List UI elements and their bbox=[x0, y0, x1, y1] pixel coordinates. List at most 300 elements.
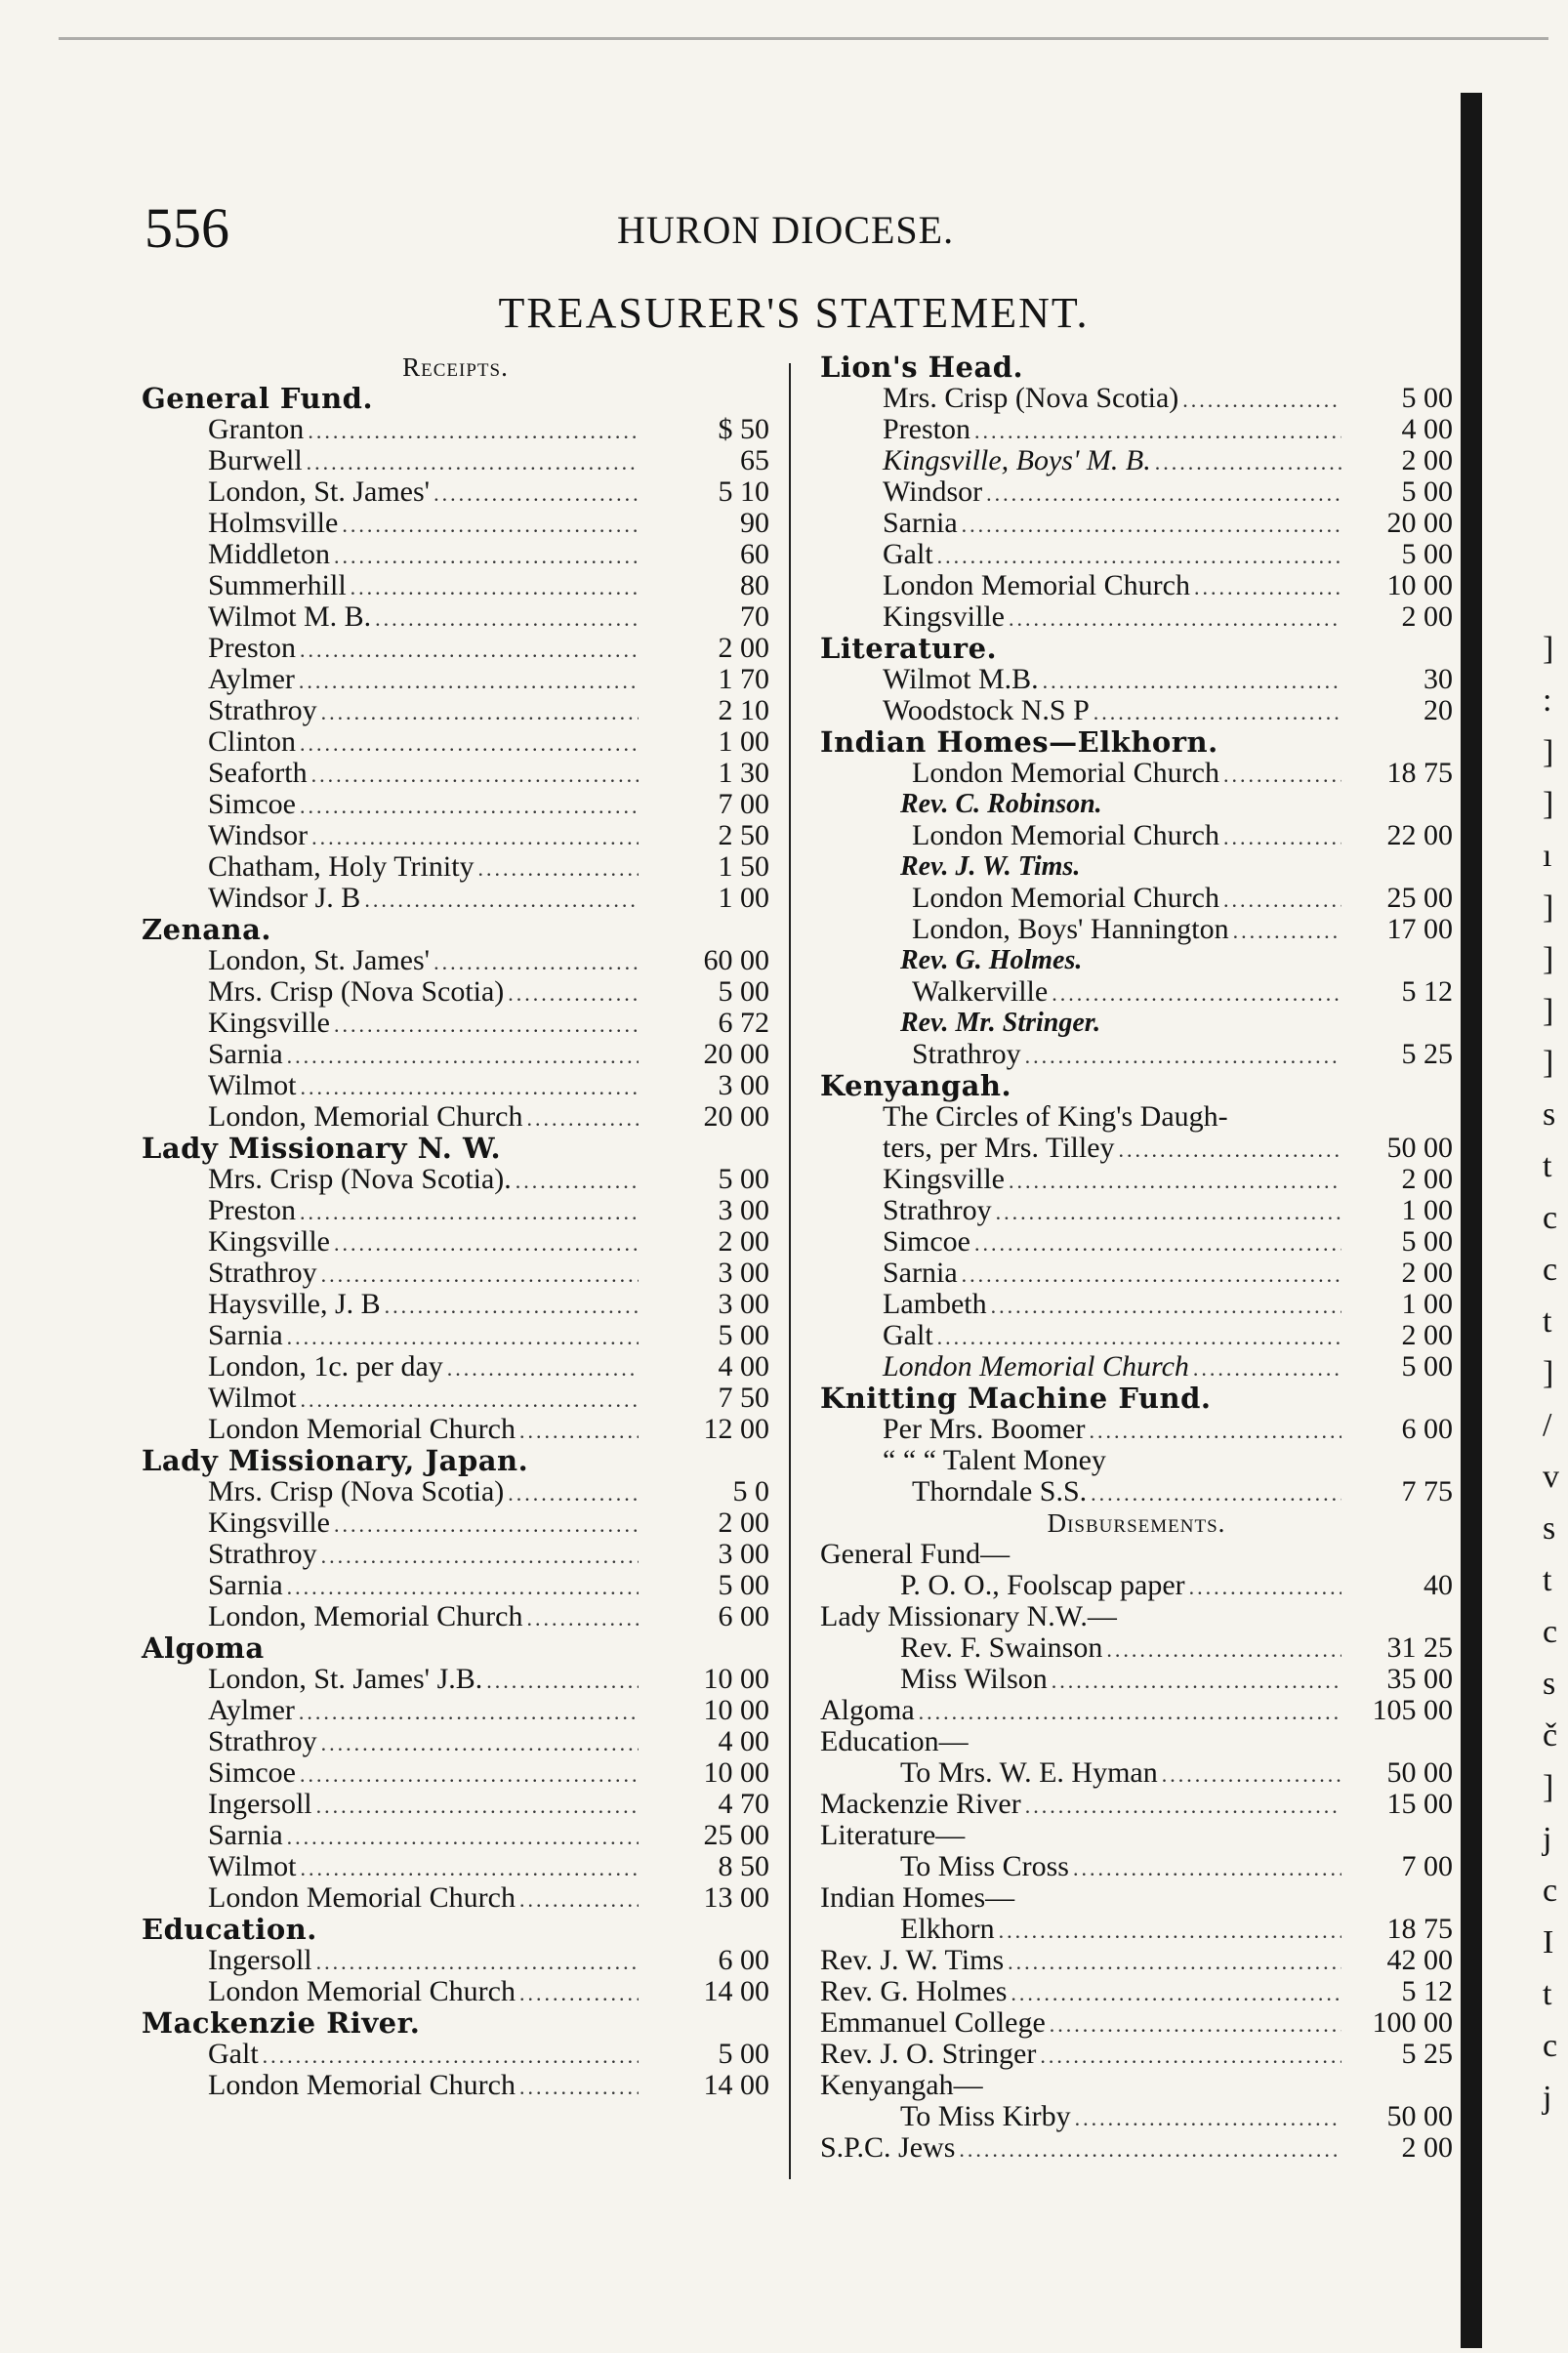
ledger-entry bbox=[820, 664, 1453, 695]
ledger-entry bbox=[820, 758, 1453, 789]
ledger-entry bbox=[142, 1601, 769, 1632]
running-title: HURON DIOCESE. bbox=[617, 208, 955, 252]
dot-leader bbox=[300, 1853, 639, 1884]
ledger-entry bbox=[820, 570, 1453, 601]
entry-amount: 14 00 bbox=[703, 1975, 769, 2007]
statement-line: Kenyangah— bbox=[820, 2069, 983, 2101]
ledger-entry bbox=[820, 1914, 1453, 1945]
edge-char: č bbox=[1543, 1717, 1558, 1754]
dot-leader bbox=[1223, 822, 1341, 853]
entry-amount: 5 00 bbox=[718, 1163, 769, 1195]
entry-name: Mrs. Crisp (Nova Scotia). bbox=[208, 1163, 512, 1195]
dot-leader bbox=[263, 2041, 639, 2072]
ledger-entry bbox=[142, 758, 769, 789]
entry-name: Wilmot bbox=[208, 1069, 297, 1101]
entry-name: Kingsville bbox=[883, 1163, 1005, 1195]
edge-char: s bbox=[1543, 1510, 1556, 1547]
entry-amount: 6 00 bbox=[718, 1944, 769, 1976]
entry-name: Mrs. Crisp (Nova Scotia) bbox=[208, 975, 505, 1008]
dot-leader bbox=[526, 1603, 639, 1634]
dot-leader bbox=[375, 603, 639, 635]
entry-name: Seaforth bbox=[208, 757, 308, 789]
ledger-entry bbox=[820, 1695, 1453, 1726]
entry-name: London Memorial Church bbox=[208, 1881, 516, 1914]
entry-name: Ingersoll bbox=[208, 1788, 312, 1820]
entry-name: London, Boys' Hannington bbox=[912, 913, 1229, 945]
entry-amount: 6 72 bbox=[718, 1007, 769, 1039]
dot-leader bbox=[321, 1728, 639, 1759]
entry-name: London, 1c. per day bbox=[208, 1350, 443, 1383]
entry-name: Wilmot M.B. bbox=[883, 663, 1039, 695]
entry-name: Granton bbox=[208, 413, 305, 445]
dot-leader bbox=[1052, 1666, 1341, 1697]
ledger-entry bbox=[820, 1945, 1453, 1976]
entry-name: London Memorial Church bbox=[883, 1350, 1189, 1383]
ledger-entry bbox=[820, 414, 1453, 445]
edge-char: : bbox=[1543, 682, 1552, 719]
ledger-entry bbox=[820, 1632, 1453, 1664]
ledger-entry bbox=[820, 1570, 1453, 1601]
entry-amount: 13 00 bbox=[703, 1881, 769, 1914]
entry-name: London Memorial Church bbox=[208, 1975, 516, 2007]
entry-amount: 105 00 bbox=[1372, 1694, 1453, 1726]
entry-amount: 10 00 bbox=[703, 1756, 769, 1789]
ledger-entry bbox=[142, 476, 769, 508]
entry-amount: 1 00 bbox=[718, 725, 769, 758]
ledger-entry bbox=[142, 1320, 769, 1351]
dot-leader bbox=[991, 1291, 1341, 1322]
dot-leader bbox=[433, 478, 639, 510]
entry-amount: 31 25 bbox=[1386, 1631, 1453, 1664]
ledger-entry bbox=[142, 1008, 769, 1039]
ledger-entry bbox=[142, 2070, 769, 2101]
statement-line: Literature— bbox=[820, 1819, 966, 1851]
fund-heading: Zenana. bbox=[142, 913, 271, 946]
ledger-entry bbox=[820, 2101, 1453, 2132]
ledger-entry bbox=[142, 1664, 769, 1695]
edge-char: t bbox=[1543, 1976, 1552, 2012]
dot-leader bbox=[364, 885, 639, 916]
statement-title: TREASURER'S STATEMENT. bbox=[498, 289, 1090, 337]
ledger-entry bbox=[820, 1039, 1453, 1070]
entry-amount: 5 00 bbox=[718, 975, 769, 1008]
dot-leader bbox=[1182, 385, 1341, 416]
entry-amount: 1 00 bbox=[1401, 1288, 1453, 1320]
entry-amount: 2 00 bbox=[1401, 1257, 1453, 1289]
entry-name: S.P.C. Jews bbox=[820, 2131, 956, 2164]
entry-name: To Mrs. W. E. Hyman bbox=[900, 1756, 1158, 1789]
entry-name: Mrs. Crisp (Nova Scotia) bbox=[883, 382, 1179, 414]
ledger-entry bbox=[820, 883, 1453, 914]
statement-line: Education— bbox=[820, 1725, 969, 1757]
entry-amount: 2 50 bbox=[718, 819, 769, 851]
ledger-entry bbox=[142, 820, 769, 851]
ledger-entry bbox=[142, 945, 769, 976]
entry-amount: 42 00 bbox=[1386, 1944, 1453, 1976]
entry-name: Sarnia bbox=[208, 1569, 283, 1601]
dot-leader bbox=[1193, 1353, 1341, 1384]
dot-leader bbox=[974, 416, 1341, 447]
ledger-entry bbox=[142, 1226, 769, 1258]
entry-name: Strathroy bbox=[208, 694, 317, 726]
entry-amount: 17 00 bbox=[1386, 913, 1453, 945]
entry-amount: 30 bbox=[1424, 663, 1453, 695]
dot-leader bbox=[1162, 1759, 1341, 1791]
dot-leader bbox=[300, 1197, 639, 1228]
dot-leader bbox=[1025, 1041, 1341, 1072]
entry-name: Thorndale S.S. bbox=[912, 1475, 1088, 1507]
entry-amount: 18 75 bbox=[1386, 1913, 1453, 1945]
ledger-entry bbox=[142, 1820, 769, 1851]
dot-leader bbox=[1075, 2103, 1341, 2134]
entry-amount: 7 00 bbox=[1401, 1850, 1453, 1882]
ledger-entry bbox=[142, 1195, 769, 1226]
dot-leader bbox=[1189, 1572, 1341, 1603]
entry-amount: 50 00 bbox=[1386, 2100, 1453, 2132]
entry-name: Kingsville bbox=[208, 1007, 330, 1039]
dot-leader bbox=[1194, 572, 1341, 603]
ledger-entry bbox=[142, 1070, 769, 1101]
dot-leader bbox=[508, 1478, 639, 1509]
entry-amount: 20 00 bbox=[703, 1038, 769, 1070]
dot-leader bbox=[986, 478, 1341, 510]
entry-name: London Memorial Church bbox=[912, 882, 1219, 914]
entry-name: Aylmer bbox=[208, 663, 295, 695]
entry-name: Simcoe bbox=[208, 788, 296, 820]
entry-name: Lambeth bbox=[883, 1288, 987, 1320]
entry-amount: 35 00 bbox=[1386, 1663, 1453, 1695]
statement-line: “ “ “ Talent Money bbox=[883, 1444, 1106, 1476]
dot-leader bbox=[999, 1916, 1341, 1947]
dot-leader bbox=[321, 1541, 639, 1572]
entry-amount: 3 00 bbox=[718, 1194, 769, 1226]
ledger-entry bbox=[820, 1164, 1453, 1195]
recipient-name: Rev. C. Robinson. bbox=[900, 789, 1102, 819]
entry-name: London Memorial Church bbox=[208, 1413, 516, 1445]
entry-amount: 2 00 bbox=[718, 632, 769, 664]
dot-leader bbox=[447, 1353, 639, 1384]
column-divider bbox=[789, 363, 791, 2179]
dot-leader bbox=[307, 447, 639, 478]
dot-leader bbox=[1052, 978, 1341, 1010]
entry-amount: 60 00 bbox=[703, 944, 769, 976]
dot-leader bbox=[519, 1978, 639, 2009]
ledger-entry bbox=[820, 1289, 1453, 1320]
entry-name: Holmsville bbox=[208, 507, 339, 539]
dot-leader bbox=[433, 947, 639, 978]
dot-leader bbox=[342, 510, 639, 541]
ledger-entry bbox=[142, 445, 769, 476]
entry-amount: 3 00 bbox=[718, 1538, 769, 1570]
dot-leader bbox=[287, 1822, 639, 1853]
entry-amount: 4 00 bbox=[1401, 413, 1453, 445]
entry-amount: 70 bbox=[740, 600, 769, 633]
entry-name: Chatham, Holy Trinity bbox=[208, 850, 475, 883]
entry-name: Aylmer bbox=[208, 1694, 295, 1726]
dot-leader bbox=[1040, 2041, 1341, 2072]
ledger-entry bbox=[142, 1570, 769, 1601]
ledger-entry bbox=[142, 1351, 769, 1383]
dot-leader bbox=[1073, 1853, 1341, 1884]
entry-amount: 4 70 bbox=[718, 1788, 769, 1820]
dot-leader bbox=[486, 1666, 639, 1697]
fund-heading: Knitting Machine Fund. bbox=[820, 1382, 1212, 1415]
entry-name: Preston bbox=[208, 632, 296, 664]
entry-amount: 5 12 bbox=[1401, 975, 1453, 1008]
ledger-entry bbox=[142, 1757, 769, 1789]
ledger-entry bbox=[820, 2132, 1453, 2164]
ledger-entry bbox=[142, 633, 769, 664]
dot-leader bbox=[334, 541, 639, 572]
entry-amount: 3 00 bbox=[718, 1069, 769, 1101]
ledger-entry bbox=[142, 1976, 769, 2007]
dot-leader bbox=[1089, 1416, 1341, 1447]
ledger-entry bbox=[142, 601, 769, 633]
entry-amount: 5 10 bbox=[718, 475, 769, 508]
edge-char: v bbox=[1543, 1459, 1559, 1495]
entry-amount: 50 00 bbox=[1386, 1132, 1453, 1164]
ledger-entry bbox=[142, 1726, 769, 1757]
edge-char: ] bbox=[1543, 786, 1554, 822]
entry-name: Middleton bbox=[208, 538, 330, 570]
dot-leader bbox=[519, 2072, 639, 2103]
edge-char: c bbox=[1543, 2028, 1558, 2064]
statement-line: Lady Missionary N.W.— bbox=[820, 1600, 1117, 1632]
entry-name: Sarnia bbox=[208, 1819, 283, 1851]
entry-amount: 65 bbox=[740, 444, 769, 476]
dot-leader bbox=[299, 1697, 639, 1728]
dot-leader bbox=[300, 1384, 639, 1416]
edge-char: ] bbox=[1543, 993, 1554, 1029]
entry-name: To Miss Kirby bbox=[900, 2100, 1071, 2132]
entry-amount: 2 10 bbox=[718, 694, 769, 726]
entry-amount: 22 00 bbox=[1386, 819, 1453, 851]
ledger-entry bbox=[820, 695, 1453, 726]
entry-amount: 15 00 bbox=[1386, 1788, 1453, 1820]
entry-name: Sarnia bbox=[208, 1319, 283, 1351]
dot-leader bbox=[1119, 1135, 1341, 1166]
entry-amount: 100 00 bbox=[1372, 2006, 1453, 2039]
ledger-entry bbox=[820, 601, 1453, 633]
entry-name: London, St. James' bbox=[208, 944, 431, 976]
dot-leader bbox=[1106, 1634, 1341, 1666]
entry-amount: 3 00 bbox=[718, 1288, 769, 1320]
section-subheading: Disbursements. bbox=[1047, 1508, 1226, 1538]
entry-amount: 1 50 bbox=[718, 850, 769, 883]
edge-char: ] bbox=[1543, 631, 1554, 667]
edge-char: c bbox=[1543, 1200, 1558, 1236]
entry-name: Strathroy bbox=[883, 1194, 992, 1226]
entry-name: Windsor bbox=[883, 475, 983, 508]
ledger-entry bbox=[142, 1476, 769, 1507]
ledger-entry bbox=[142, 414, 769, 445]
edge-char: ] bbox=[1543, 1045, 1554, 1081]
ledger-entry bbox=[142, 1945, 769, 1976]
dot-leader bbox=[311, 822, 639, 853]
ledger-entry bbox=[142, 2039, 769, 2070]
entry-name: Strathroy bbox=[208, 1257, 317, 1289]
ledger-entry bbox=[142, 883, 769, 914]
entry-name: Galt bbox=[883, 1319, 933, 1351]
entry-amount: 10 00 bbox=[703, 1694, 769, 1726]
ledger-entry bbox=[142, 1164, 769, 1195]
entry-name: Strathroy bbox=[208, 1725, 317, 1757]
dot-leader bbox=[1050, 2009, 1341, 2041]
entry-amount: 1 00 bbox=[718, 882, 769, 914]
entry-name: Rev. J. O. Stringer bbox=[820, 2038, 1037, 2070]
entry-amount: 8 50 bbox=[718, 1850, 769, 1882]
fund-heading: Literature. bbox=[820, 632, 998, 665]
entry-name: London, Memorial Church bbox=[208, 1100, 523, 1133]
entry-amount: 90 bbox=[740, 507, 769, 539]
entry-name: Emmanuel College bbox=[820, 2006, 1046, 2039]
dot-leader bbox=[962, 1259, 1341, 1291]
entry-name: To Miss Cross bbox=[900, 1850, 1069, 1882]
ledger-entry bbox=[820, 445, 1453, 476]
edge-char: t bbox=[1543, 1562, 1552, 1598]
ledger-entry bbox=[142, 976, 769, 1008]
ledger-entry bbox=[820, 820, 1453, 851]
edge-char: ı bbox=[1543, 838, 1552, 874]
page-top-rule bbox=[59, 37, 1548, 40]
entry-name: Galt bbox=[208, 2038, 259, 2070]
entry-amount: 80 bbox=[740, 569, 769, 601]
entry-name: Preston bbox=[208, 1194, 296, 1226]
ledger-entry bbox=[820, 2039, 1453, 2070]
entry-amount: 5 00 bbox=[1401, 1225, 1453, 1258]
ledger-entry bbox=[820, 1258, 1453, 1289]
entry-amount: 5 00 bbox=[1401, 538, 1453, 570]
entry-name: Kingsville bbox=[208, 1507, 330, 1539]
ledger-entry bbox=[820, 1414, 1453, 1445]
entry-amount: 2 00 bbox=[1401, 600, 1453, 633]
entry-amount: 50 00 bbox=[1386, 1756, 1453, 1789]
fund-heading: Lion's Head. bbox=[820, 351, 1024, 384]
entry-amount: 2 00 bbox=[1401, 1319, 1453, 1351]
dot-leader bbox=[1091, 1478, 1341, 1509]
dot-leader bbox=[311, 760, 639, 791]
entry-name: Wilmot M. B. bbox=[208, 600, 372, 633]
entry-name: Wilmot bbox=[208, 1850, 297, 1882]
fund-heading: Algoma bbox=[142, 1631, 265, 1665]
entry-amount: 5 25 bbox=[1401, 2038, 1453, 2070]
receipts-column bbox=[142, 351, 769, 2101]
entry-name: Rev. J. W. Tims bbox=[820, 1944, 1005, 1976]
dot-leader bbox=[334, 1509, 639, 1541]
ledger-entry bbox=[142, 1882, 769, 1914]
dot-leader bbox=[300, 791, 639, 822]
entry-name: Sarnia bbox=[208, 1038, 283, 1070]
edge-char: j bbox=[1543, 1821, 1552, 1857]
dot-leader bbox=[334, 1010, 639, 1041]
entry-amount: 3 00 bbox=[718, 1257, 769, 1289]
dot-leader bbox=[316, 1947, 639, 1978]
entry-name: Kingsville bbox=[883, 600, 1005, 633]
entry-name: Algoma bbox=[820, 1694, 915, 1726]
fund-heading: Indian Homes—Elkhorn. bbox=[820, 725, 1218, 759]
recipient-name: Rev. Mr. Stringer. bbox=[900, 1008, 1101, 1038]
entry-name: Woodstock N.S P bbox=[883, 694, 1090, 726]
recipient-name: Rev. G. Holmes. bbox=[900, 945, 1083, 975]
entry-amount: 5 00 bbox=[718, 2038, 769, 2070]
dot-leader bbox=[519, 1416, 639, 1447]
ledger-entry bbox=[142, 789, 769, 820]
entry-amount: 5 12 bbox=[1401, 1975, 1453, 2007]
dot-leader bbox=[308, 416, 639, 447]
ledger-entry bbox=[142, 1695, 769, 1726]
entry-name: London Memorial Church bbox=[912, 757, 1219, 789]
entry-amount: 10 00 bbox=[1386, 569, 1453, 601]
dot-leader bbox=[1155, 447, 1341, 478]
dot-leader bbox=[300, 635, 639, 666]
statement-line: General Fund— bbox=[820, 1538, 1011, 1570]
ledger-entry bbox=[820, 976, 1453, 1008]
entry-name: Ingersoll bbox=[208, 1944, 312, 1976]
binding-edge-bar bbox=[1461, 93, 1482, 2348]
entry-name: Elkhorn bbox=[900, 1913, 995, 1945]
entry-name: Burwell bbox=[208, 444, 303, 476]
entry-amount: 20 bbox=[1424, 694, 1453, 726]
entry-name: Rev. G. Holmes bbox=[820, 1975, 1008, 2007]
recipient-name: Rev. J. W. Tims. bbox=[900, 851, 1081, 882]
entry-amount: 4 00 bbox=[718, 1725, 769, 1757]
dot-leader bbox=[1223, 760, 1341, 791]
dot-leader bbox=[300, 1072, 639, 1103]
entry-name: Per Mrs. Boomer bbox=[883, 1413, 1086, 1445]
entry-amount: 1 30 bbox=[718, 757, 769, 789]
entry-name: Strathroy bbox=[912, 1038, 1021, 1070]
entry-amount: 20 00 bbox=[703, 1100, 769, 1133]
dot-leader bbox=[526, 1103, 639, 1135]
entry-amount: 5 00 bbox=[1401, 382, 1453, 414]
ledger-entry bbox=[142, 1851, 769, 1882]
dot-leader bbox=[1093, 697, 1341, 728]
ledger-entry bbox=[142, 726, 769, 758]
ledger-entry bbox=[820, 383, 1453, 414]
edge-char: j bbox=[1543, 2080, 1552, 2116]
fund-heading: Education. bbox=[142, 1913, 317, 1946]
dot-leader bbox=[287, 1322, 639, 1353]
dot-leader bbox=[287, 1572, 639, 1603]
ledger-entry bbox=[142, 1383, 769, 1414]
entry-amount: 5 00 bbox=[1401, 1350, 1453, 1383]
ledger-entry bbox=[820, 1351, 1453, 1383]
ledger-entry bbox=[142, 851, 769, 883]
entry-name: Mackenzie River bbox=[820, 1788, 1021, 1820]
dot-leader bbox=[937, 541, 1341, 572]
edge-char: ] bbox=[1543, 889, 1554, 926]
entry-amount: 7 75 bbox=[1401, 1475, 1453, 1507]
entry-name: ters, per Mrs. Tilley bbox=[883, 1132, 1115, 1164]
ledger-entry bbox=[142, 1507, 769, 1539]
page-number: 556 bbox=[144, 196, 229, 260]
entry-name: London, St. James' J.B. bbox=[208, 1663, 483, 1695]
edge-char: ] bbox=[1543, 1355, 1554, 1391]
entry-amount: 6 00 bbox=[718, 1600, 769, 1632]
entry-name: Simcoe bbox=[883, 1225, 970, 1258]
edge-char: t bbox=[1543, 1303, 1552, 1340]
entry-name: Mrs. Crisp (Nova Scotia) bbox=[208, 1475, 505, 1507]
entry-name: London Memorial Church bbox=[912, 819, 1219, 851]
entry-amount: 5 00 bbox=[718, 1319, 769, 1351]
ledger-entry bbox=[820, 1757, 1453, 1789]
dot-leader bbox=[919, 1697, 1341, 1728]
entry-amount: $ 50 bbox=[718, 413, 769, 445]
dot-leader bbox=[478, 853, 639, 885]
entry-amount: 2 00 bbox=[718, 1225, 769, 1258]
edge-char: c bbox=[1543, 1873, 1558, 1909]
entry-name: Haysville, J. B bbox=[208, 1288, 381, 1320]
